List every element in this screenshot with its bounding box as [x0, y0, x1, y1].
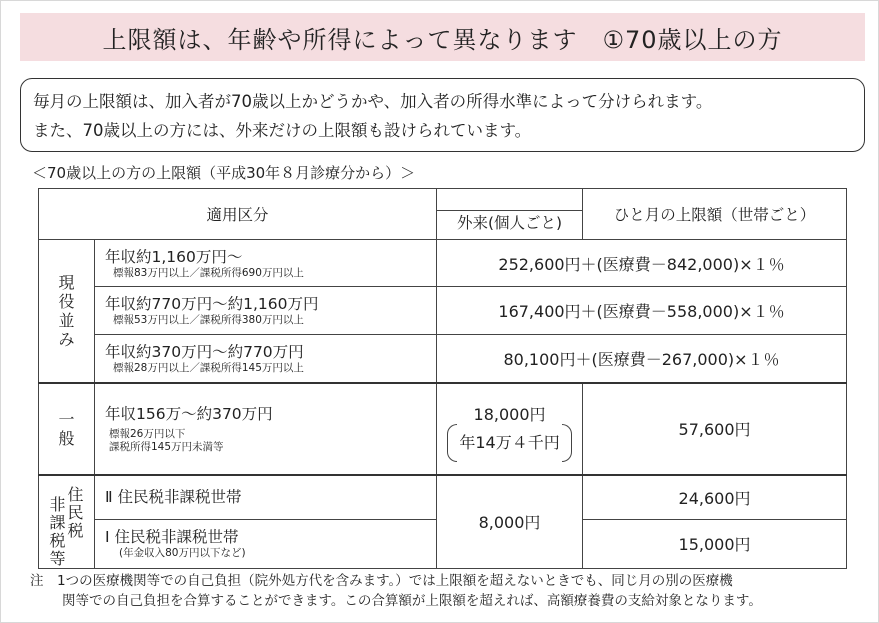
row-note: 標報26万円以下	[109, 427, 186, 440]
row-label: 年収156万～約370万円	[105, 404, 273, 423]
outpatient-ippan-box	[447, 404, 571, 454]
table-row	[39, 287, 847, 335]
row-label: 年収約770万円～約1,160万円	[105, 295, 319, 313]
header-outpatient-label: 外来(個人ごと)	[456, 214, 563, 232]
row-amount: 252,600円＋(医療費－842,000)×１％	[437, 240, 847, 287]
row-note: (年金収入80万円以下など)	[119, 547, 246, 560]
outpatient-nontax: 8,000円	[437, 475, 583, 569]
row-note: 標報53万円以上／課税所得380万円以上	[113, 314, 304, 326]
outpatient-year: 年14万４千円	[459, 432, 560, 452]
footnote	[30, 571, 870, 611]
monthly-ippan: 57,600円	[583, 383, 847, 475]
left-paren	[447, 424, 457, 462]
table-row	[39, 475, 847, 520]
header-category: 適用区分	[39, 189, 437, 240]
row-note: 標報83万円以上／課税所得690万円以上	[113, 266, 304, 279]
group-nontax-col2: 住 民 税	[67, 484, 84, 540]
footnote-line-1: 注 1つの医療機関等での自己負担（院外処方代を含みます。）では上限額を超えないときでも、同じ月の別の医療機	[30, 573, 733, 589]
row-category	[95, 240, 437, 287]
table-row	[39, 335, 847, 383]
group-genekinami: 現 役 並 み	[39, 240, 95, 383]
info-line-2: また、70歳以上の方には、外来だけの上限額も設けられています。	[33, 121, 532, 140]
monthly-nontax-1: 15,000円	[583, 519, 847, 568]
row-label: Ⅰ 住民税非課税世帯	[105, 528, 239, 547]
limit-table	[38, 188, 847, 569]
header-row-top	[39, 189, 847, 211]
group-nontax	[39, 475, 95, 569]
outpatient-ippan	[437, 383, 583, 475]
row-category	[95, 287, 437, 335]
info-line-1: 毎月の上限額は、加入者が70歳以上かどうかや、加入者の所得水準によって分けられます。	[33, 92, 713, 111]
group-ippan: 一 般	[39, 383, 95, 475]
header-outpatient	[437, 211, 583, 240]
row-note: 課税所得145万円未満等	[109, 440, 224, 453]
row-category	[95, 383, 437, 475]
right-paren	[562, 424, 572, 462]
header-spacer	[437, 189, 583, 211]
table-caption: ＜70歳以上の方の上限額（平成30年８月診療分から）＞	[32, 164, 416, 182]
row-amount: 167,400円＋(医療費－558,000)×１％	[437, 287, 847, 335]
row-category	[95, 335, 437, 383]
row-amount: 80,100円＋(医療費－267,000)×１％	[437, 335, 847, 383]
row-note: 標報28万円以上／課税所得145万円以上	[113, 361, 304, 374]
group-nontax-col1: 非 課 税 等	[49, 494, 66, 568]
row-category	[95, 519, 437, 568]
row-label: 年収約1,160万円～	[105, 247, 243, 266]
row-category: Ⅱ 住民税非課税世帯	[95, 475, 437, 520]
info-box	[20, 78, 865, 152]
table-row	[39, 240, 847, 287]
outpatient-amount: 18,000円	[473, 404, 546, 424]
footnote-line-2: 関等での自己負担を合算することができます。この合算額が上限額を超えれば、高額療養費の支給対象となります。	[62, 593, 762, 609]
table-row	[39, 383, 847, 475]
row-label: 年収約370万円～約770万円	[105, 342, 304, 361]
monthly-nontax-2: 24,600円	[583, 475, 847, 520]
page-title: 上限額は、年齢や所得によって異なります ①70歳以上の方	[20, 13, 865, 61]
header-monthly: ひと月の上限額（世帯ごと）	[583, 189, 847, 240]
